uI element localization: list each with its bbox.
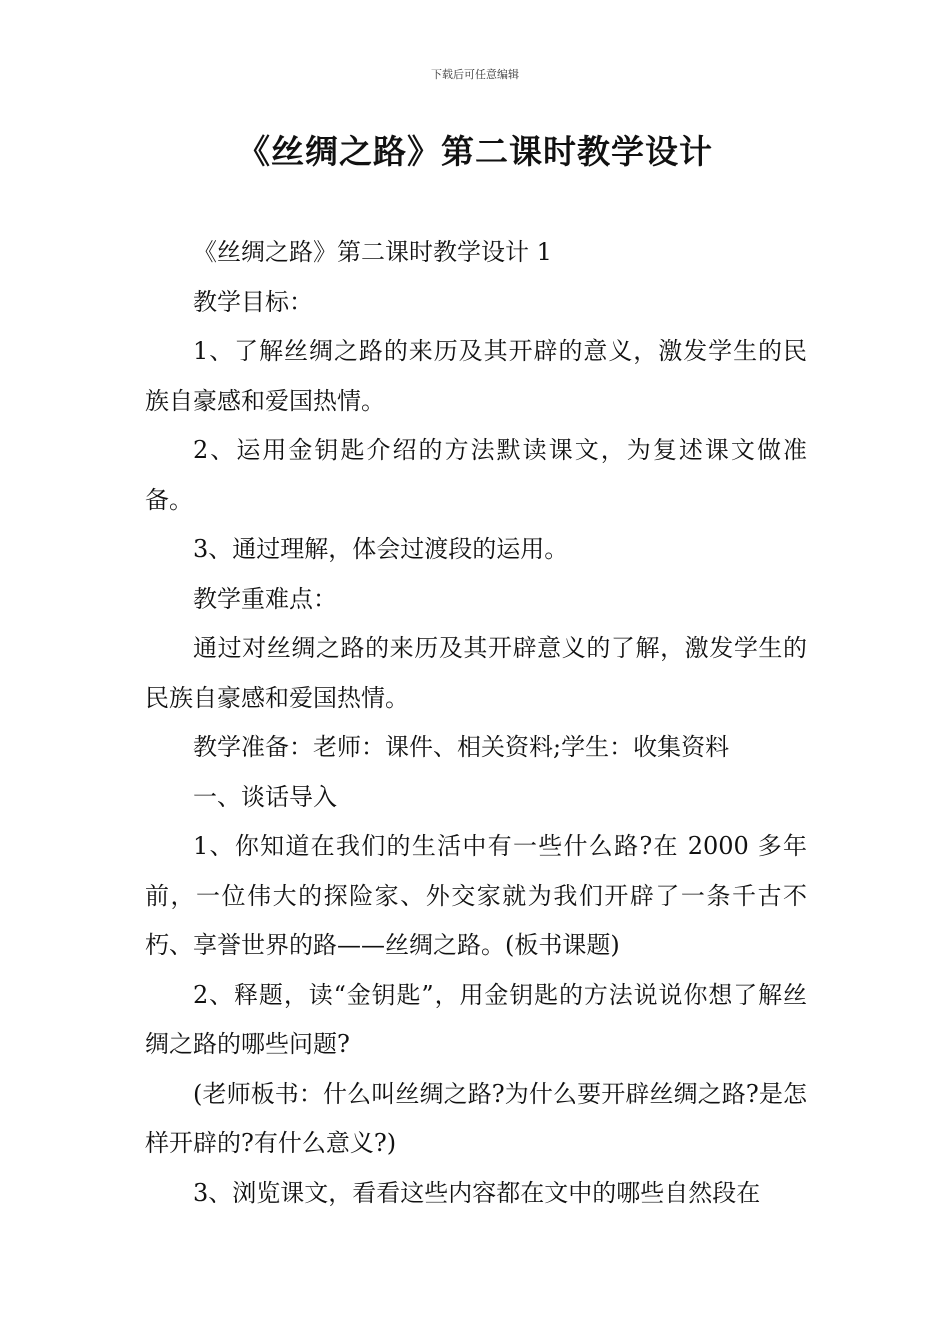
paragraph-objectives-heading: 教学目标： (193, 287, 313, 316)
paragraph-objective-2: 2、运用金钥匙介绍的方法默读课文，为复述课文做准备。 (145, 436, 807, 514)
paragraph-step-3: 3、浏览课文，看看这些内容都在文中的哪些自然段在 (193, 1178, 761, 1207)
document-body (145, 228, 807, 1218)
document-title: 《丝绸之路》第二课时教学设计 (237, 132, 713, 171)
paragraph-board-notes: (老师板书：什么叫丝绸之路?为什么要开辟丝绸之路?是怎样开辟的?有什么意义?) (145, 1079, 807, 1157)
paragraph-key-points: 通过对丝绸之路的来历及其开辟意义的了解，激发学生的民族自豪感和爱国热情。 (145, 634, 807, 712)
paragraph-section-1-heading: 一、谈话导入 (193, 782, 337, 811)
header-note: 下载后可任意编辑 (431, 68, 519, 81)
paragraph-key-points-heading: 教学重难点： (193, 584, 337, 613)
paragraph-objective-1: 1、了解丝绸之路的来历及其开辟的意义，激发学生的民族自豪感和爱国热情。 (145, 337, 807, 415)
paragraph-objective-3: 3、通过理解，体会过渡段的运用。 (193, 535, 569, 563)
paragraph-subtitle: 《丝绸之路》第二课时教学设计 1 (193, 238, 552, 266)
paragraph-step-1: 1、你知道在我们的生活中有一些什么路?在 2000 多年前，一位伟大的探险家、外交家就为我们开辟了一条千古不朽、享誉世界的路——丝绸之路。(板书课题) (145, 832, 807, 959)
paragraph-step-2: 2、释题，读“金钥匙”，用金钥匙的方法说说你想了解丝绸之路的哪些问题? (145, 980, 807, 1058)
paragraph-preparation: 教学准备：老师：课件、相关资料;学生：收集资料 (193, 733, 730, 761)
